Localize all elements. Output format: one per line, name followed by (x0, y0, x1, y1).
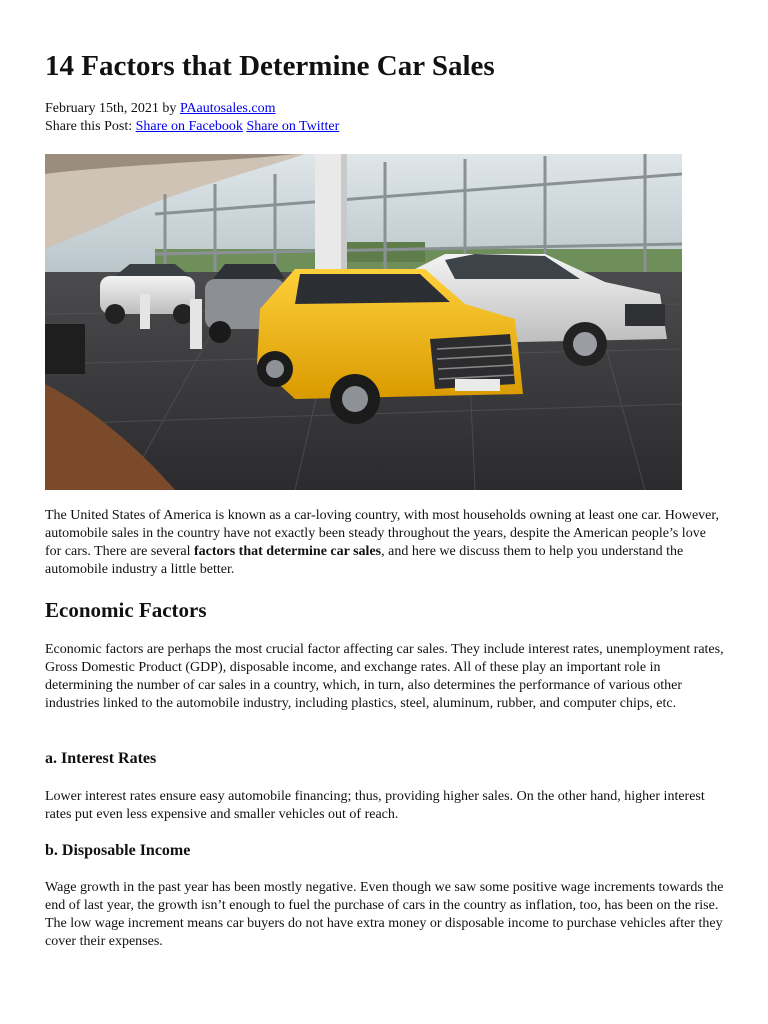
disposable-income-heading: b. Disposable Income (45, 842, 191, 859)
interest-rates-heading: a. Interest Rates (45, 750, 157, 767)
car-showroom-photo (45, 154, 682, 490)
share-twitter-link[interactable]: Share on Twitter (246, 119, 340, 134)
interest-rates-paragraph: Lower interest rates ensure easy automobile financing; thus, providing higher sales. On the other hand, higher interest rates put even less expensive and smaller vehicles out of reach. (45, 789, 705, 822)
intro-emphasis: factors that determine car sales (193, 544, 382, 559)
article-title: 14 Factors that Determine Car Sales (45, 50, 495, 82)
intro-text: The United States of America is known as a car-loving country, with most households owning at least one car. However, automobile sales in the country have not exactly been steady throughout the years, despite the American people’s love for cars. There are several (45, 508, 719, 559)
article-meta (45, 100, 339, 136)
hero-image (45, 154, 682, 490)
byline (45, 100, 339, 118)
publish-date: February 15th, 2021 by (45, 101, 180, 116)
economic-factors-heading: Economic Factors (45, 598, 207, 622)
share-bar (45, 118, 339, 136)
intro-paragraph (45, 507, 725, 579)
author-link[interactable]: PAautosales.com (179, 101, 276, 116)
share-label: Share this Post: (45, 119, 136, 134)
share-facebook-link[interactable]: Share on Facebook (135, 119, 243, 134)
economic-factors-paragraph: Economic factors are perhaps the most crucial factor affecting car sales. They include interest rates, unemployment rates, Gross Domestic Product (GDP), disposable income, and exchange rates. All of these play an important role in determining the number of car sales in a country, which, in turn, also determines the performance of various other industries linked to the automobile industry, including plastics, steel, aluminum, rubber, and computer chips, etc. (45, 642, 724, 711)
disposable-income-paragraph: Wage growth in the past year has been mostly negative. Even though we saw some positive wage increments towards the end of last year, the growth isn’t enough to fuel the purchase of cars in the country as inflation, too, has been on the rise. The low wage increment means car buyers do not have extra money or disposable income to purchase vehicles after they cover their expenses. (45, 880, 724, 949)
intro-text-end: , and here we discuss them to help you understand the automobile industry a little better. (45, 544, 684, 577)
